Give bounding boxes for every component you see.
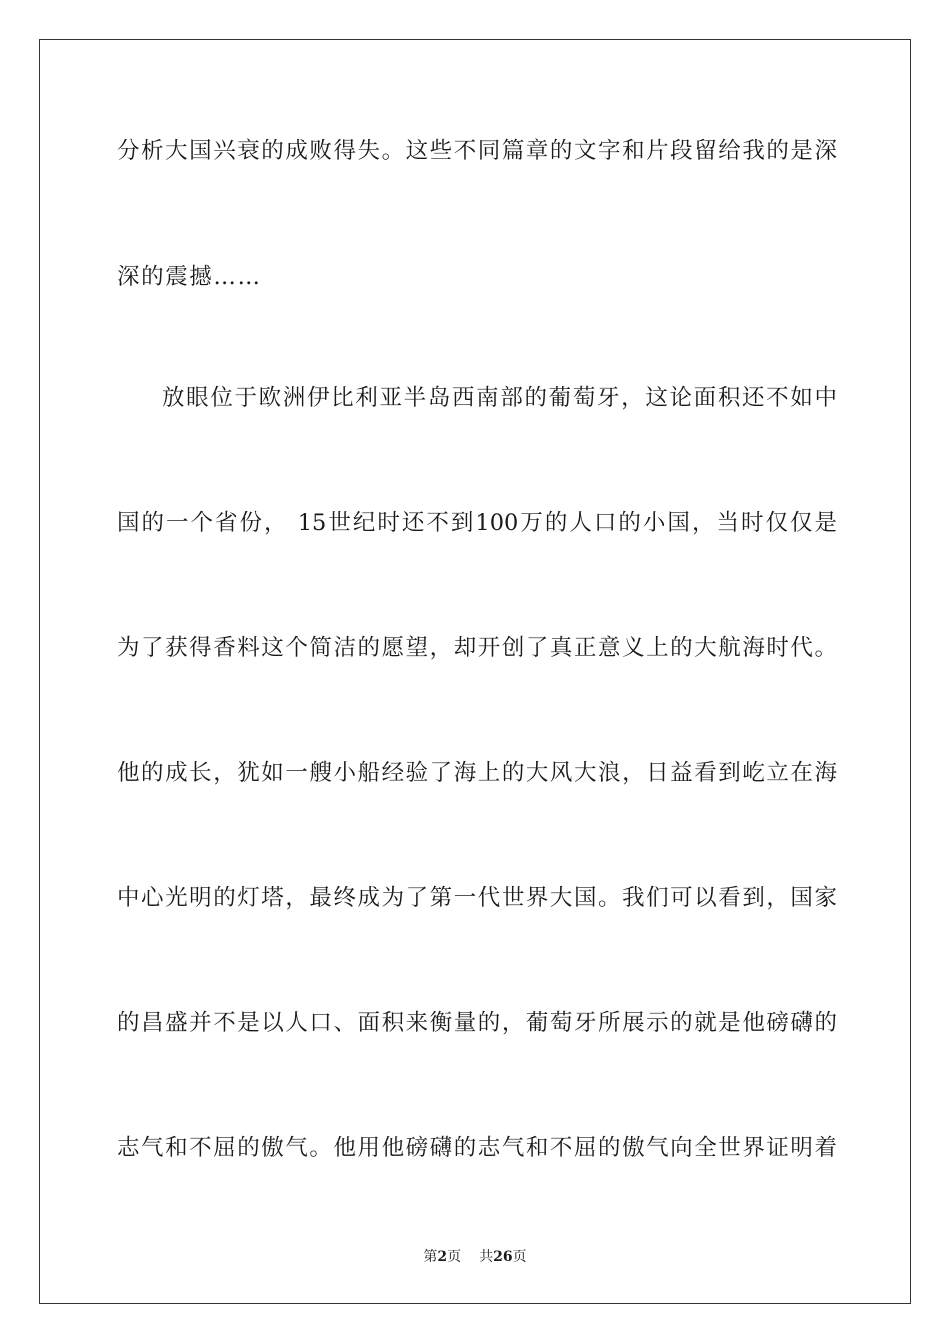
page-border [39, 39, 911, 1304]
page-prefix: 第 [423, 1249, 438, 1265]
body-line-8: 的昌盛并不是以人口、面积来衡量的，葡萄牙所展示的就是他磅礴的 [117, 1010, 837, 1036]
total-pages: 26 [493, 1249, 513, 1265]
page-number: 2 [437, 1249, 448, 1265]
page-suffix: 页 [447, 1249, 462, 1265]
body-line-5: 为了获得香料这个简洁的愿望，却开创了真正意义上的大航海时代。 [117, 635, 837, 661]
body-line-1: 分析大国兴衰的成败得失。这些不同篇章的文字和片段留给我的是深 [117, 138, 837, 164]
body-line-9: 志气和不屈的傲气。他用他磅礴的志气和不屈的傲气向全世界证明着 [117, 1135, 837, 1161]
body-line-2: 深的震撼…… [117, 264, 262, 290]
body-line-7: 中心光明的灯塔，最终成为了第一代世界大国。我们可以看到，国家 [117, 885, 837, 911]
total-suffix: 页 [512, 1249, 527, 1265]
body-line-6: 他的成长，犹如一艘小船经验了海上的大风大浪，日益看到屹立在海 [117, 760, 837, 786]
total-prefix: 共 [479, 1249, 494, 1265]
body-line-4: 国的一个省份， 15世纪时还不到100万的人口的小国，当时仅仅是 [117, 510, 837, 536]
page-footer [0, 1248, 950, 1266]
paragraph-2-line-1: 放眼位于欧洲伊比利亚半岛西南部的葡萄牙，这论面积还不如中 [162, 385, 837, 411]
